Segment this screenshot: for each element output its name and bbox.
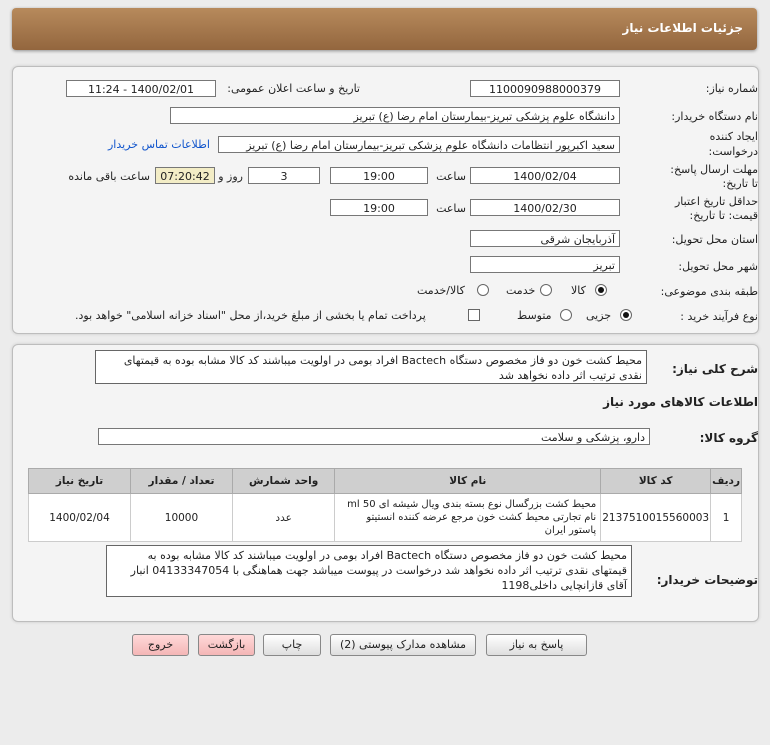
page-header <box>12 8 757 50</box>
row-name-line2: نام تجارتی محیط کشت خون مرجع عرضه کننده انستیتو <box>366 512 597 523</box>
back-button[interactable]: بازگشت <box>198 634 255 656</box>
buyer-field: دانشگاه علوم پزشکی تبریز-بیمارستان امام رضا (ع) تبریز <box>170 107 620 124</box>
announce-label: تاریخ و ساعت اعلان عمومی: <box>227 82 360 95</box>
buyer-notes-label: توضیحات خریدار: <box>656 573 758 587</box>
validity-label-2: قیمت: تا تاریخ: <box>689 209 758 222</box>
province-label: استان محل تحویل: <box>671 233 758 246</box>
time-remaining-field: 07:20:42 <box>155 167 215 184</box>
attachments-button[interactable]: مشاهده مدارک پیوستی (2) <box>330 634 476 656</box>
col-unit: واحد شمارش <box>232 469 334 494</box>
validity-time-field: 19:00 <box>330 199 428 216</box>
page-title: جزئیات اطلاعات نیاز <box>622 21 743 35</box>
category-goods-label: کالا <box>571 284 586 297</box>
category-goods-service-label: کالا/خدمت <box>417 284 465 297</box>
print-button[interactable]: چاپ <box>263 634 321 656</box>
category-service-label: خدمت <box>506 284 536 297</box>
row-name <box>335 494 601 542</box>
category-goods-radio[interactable] <box>595 284 607 296</box>
buyer-label: نام دستگاه خریدار: <box>671 110 758 123</box>
col-qty: تعداد / مقدار <box>131 469 233 494</box>
creator-label-2: درخواست: <box>708 145 758 158</box>
days-remaining-field: 3 <box>248 167 320 184</box>
row-unit: عدد <box>232 494 334 542</box>
deadline-time-field: 19:00 <box>330 167 428 184</box>
need-number-label: شماره نیاز: <box>705 82 758 95</box>
process-minor-radio[interactable] <box>620 309 632 321</box>
row-code: 2137510015560003 <box>601 494 711 542</box>
summary-text: محیط کشت خون دو فاز مخصوص دستگاه Bactech افراد بومی در اولویت میباشند کد کالا مشابه بوده به قیمتهای نقدی ترتیب اثر داده نخواهد شد <box>95 350 647 384</box>
goods-group-label: گروه کالا: <box>699 431 758 445</box>
process-medium-label: متوسط <box>517 309 552 322</box>
goods-section-title: اطلاعات کالاهای مورد نیاز <box>603 395 758 409</box>
process-label: نوع فرآیند خرید : <box>680 310 758 323</box>
process-medium-radio[interactable] <box>560 309 572 321</box>
row-qty: 10000 <box>131 494 233 542</box>
validity-date-field: 1400/02/30 <box>470 199 620 216</box>
creator-field: سعید اکبرپور انتظامات دانشگاه علوم پزشکی تبریز-بیمارستان امام رضا (ع) تبریز <box>218 136 620 153</box>
summary-label: شرح کلی نیاز: <box>672 362 758 376</box>
days-label: روز و <box>218 170 243 183</box>
row-date: 1400/02/04 <box>29 494 131 542</box>
buyer-notes-text: محیط کشت خون دو فاز مخصوص دستگاه Bactech افراد بومی در اولویت میباشند کد کالا مشابه بوده به قیمتهای نقدی ترتیب اثر داده نخواهد شد درخواست در پیوست میباشد جهت هماهنگی با 04133347054 انبار آقای قازانچایی داخلی1198 <box>106 545 632 597</box>
validity-time-label: ساعت <box>436 202 466 215</box>
deadline-time-label: ساعت <box>436 170 466 183</box>
time-remaining-label: ساعت باقی مانده <box>68 170 150 183</box>
row-index: 1 <box>711 494 742 542</box>
table-row <box>29 494 742 542</box>
process-minor-label: جزیی <box>586 309 612 322</box>
col-index: ردیف <box>711 469 742 494</box>
row-name-line3: پاستور ایران <box>544 525 597 536</box>
category-label: طبقه بندی موضوعی: <box>660 285 758 298</box>
city-label: شهر محل تحویل: <box>678 260 758 273</box>
need-number-field: 1100090988000379 <box>470 80 620 97</box>
city-field: تبریز <box>470 256 620 273</box>
reply-button[interactable]: پاسخ به نیاز <box>486 634 587 656</box>
validity-label-1: حداقل تاریخ اعتبار <box>674 195 758 208</box>
row-name-line1: محیط کشت بزرگسال نوع بسته بندی ویال شیشه ای 50 ml <box>347 499 597 510</box>
buyer-contact-link[interactable]: اطلاعات تماس خریدار <box>108 138 210 151</box>
treasury-payment-checkbox[interactable] <box>468 309 480 321</box>
deadline-label-2: تا تاریخ: <box>722 177 758 190</box>
col-code: کد کالا <box>601 469 711 494</box>
col-date: تاریخ نیاز <box>29 469 131 494</box>
treasury-payment-note: پرداخت تمام یا بخشی از مبلغ خرید،از محل "اسناد خزانه اسلامی" خواهد بود. <box>75 309 426 322</box>
exit-button[interactable]: خروج <box>132 634 189 656</box>
deadline-label-1: مهلت ارسال پاسخ: <box>670 163 758 176</box>
creator-label-1: ایجاد کننده <box>709 130 758 143</box>
goods-table <box>28 468 742 542</box>
category-service-radio[interactable] <box>540 284 552 296</box>
category-goods-service-radio[interactable] <box>477 284 489 296</box>
goods-group-field: دارو، پزشکی و سلامت <box>98 428 650 445</box>
province-field: آذربایجان شرقی <box>470 230 620 247</box>
announce-field: 1400/02/01 - 11:24 <box>66 80 216 97</box>
col-name: نام کالا <box>335 469 601 494</box>
deadline-date-field: 1400/02/04 <box>470 167 620 184</box>
